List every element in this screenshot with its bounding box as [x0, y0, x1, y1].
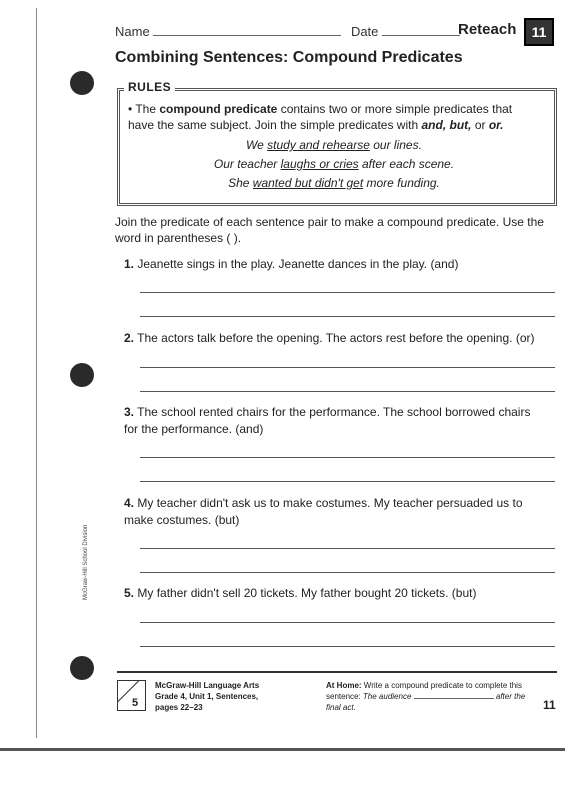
question-item — [124, 330, 554, 347]
question-text: Jeanette sings in the play. Jeanette dances in the play. (and) — [137, 257, 459, 271]
publisher-side-text: McGraw-Hill School Division — [83, 524, 89, 600]
answer-line[interactable] — [140, 316, 555, 317]
page-bottom-edge — [0, 748, 565, 751]
footer-home-italic: The audience — [362, 692, 412, 701]
example-pre: She — [228, 176, 253, 190]
example-post: after each scene. — [358, 157, 455, 171]
rules-bullet-pre: The — [135, 102, 160, 116]
example-predicate: wanted but didn't get — [252, 176, 364, 190]
binder-hole — [70, 656, 94, 680]
footer-home-label: At Home: — [326, 681, 362, 690]
name-label: Name — [115, 24, 150, 39]
name-line — [153, 25, 341, 36]
footer-home-italic: final act. — [326, 703, 356, 712]
footer-book-line: McGraw-Hill Language Arts — [155, 681, 260, 690]
footer-home-text: Write a compound predicate to complete this — [363, 681, 522, 690]
answer-line[interactable] — [140, 622, 555, 623]
answer-line[interactable] — [140, 292, 555, 293]
lesson-number-badge: 11 — [524, 18, 554, 46]
footer-home-blank — [414, 691, 494, 699]
answer-line[interactable] — [140, 646, 555, 647]
question-number: 1. — [124, 257, 135, 271]
question-item — [124, 495, 542, 529]
binder-hole — [70, 71, 94, 95]
question-text: The actors talk before the opening. The actors rest before the opening. (or) — [137, 331, 535, 345]
rules-bullet-mid: contains two or more simple predicates that have the same subject. Join the simple predicates with — [128, 102, 513, 132]
answer-line[interactable] — [140, 481, 555, 482]
name-date-row — [115, 24, 460, 39]
question-text: My teacher didn't ask us to make costumes. My teacher persuaded us to make costumes. (but) — [124, 496, 523, 527]
footer-book-line: pages 22–23 — [155, 703, 203, 712]
page-left-edge — [36, 8, 37, 738]
example-post: more funding. — [363, 176, 440, 190]
rules-example — [117, 138, 551, 152]
footer-at-home — [326, 680, 531, 713]
question-text: My father didn't sell 20 tickets. My father bought 20 tickets. (but) — [137, 586, 477, 600]
rules-example — [117, 157, 551, 171]
footer-book-info — [155, 680, 259, 713]
rules-example — [117, 176, 551, 190]
rules-bullet: • The compound predicate contains two or more simple predicates that have the same subject. Join the simple predicates with and, but, or or. — [128, 102, 513, 132]
answer-line[interactable] — [140, 391, 555, 392]
date-line — [382, 25, 460, 36]
rules-bullet-conj: and, but, — [421, 118, 472, 132]
example-post: our lines. — [369, 138, 422, 152]
question-item — [124, 256, 554, 273]
footer-rule — [117, 671, 557, 673]
question-text: The school rented chairs for the performance. The school borrowed chairs for the performance. (and) — [124, 405, 531, 436]
example-pre: We — [246, 138, 268, 152]
reteach-label: Reteach — [458, 21, 517, 38]
answer-line[interactable] — [140, 548, 555, 549]
example-predicate: laughs or cries — [280, 157, 359, 171]
rules-bullet-term: compound predicate — [159, 102, 278, 116]
page-number: 11 — [543, 698, 556, 712]
footer-home-italic: after the — [495, 692, 526, 701]
page-title: Combining Sentences: Compound Predicates — [115, 49, 463, 66]
question-item — [124, 404, 542, 438]
answer-line[interactable] — [140, 457, 555, 458]
answer-line[interactable] — [140, 367, 555, 368]
example-pre: Our teacher — [213, 157, 281, 171]
question-number: 2. — [124, 331, 135, 345]
question-number: 5. — [124, 586, 135, 600]
rules-bullet-or: or — [471, 118, 489, 132]
question-item — [124, 585, 554, 602]
footer-book-line: Grade 4, Unit 1, Sentences, — [155, 692, 259, 701]
date-label: Date — [350, 24, 379, 39]
footer-home-text: sentence: — [326, 692, 363, 701]
footer-box-number: 5 — [132, 697, 139, 709]
rules-bullet-conj2: or. — [488, 118, 504, 132]
rules-label: RULES — [124, 80, 175, 94]
question-number: 4. — [124, 496, 135, 510]
question-number: 3. — [124, 405, 135, 419]
example-predicate: study and rehearse — [267, 138, 370, 152]
instructions: Join the predicate of each sentence pair to make a compound predicate. Use the word in parentheses ( ). — [115, 215, 544, 245]
answer-line[interactable] — [140, 572, 555, 573]
binder-hole — [70, 363, 94, 387]
